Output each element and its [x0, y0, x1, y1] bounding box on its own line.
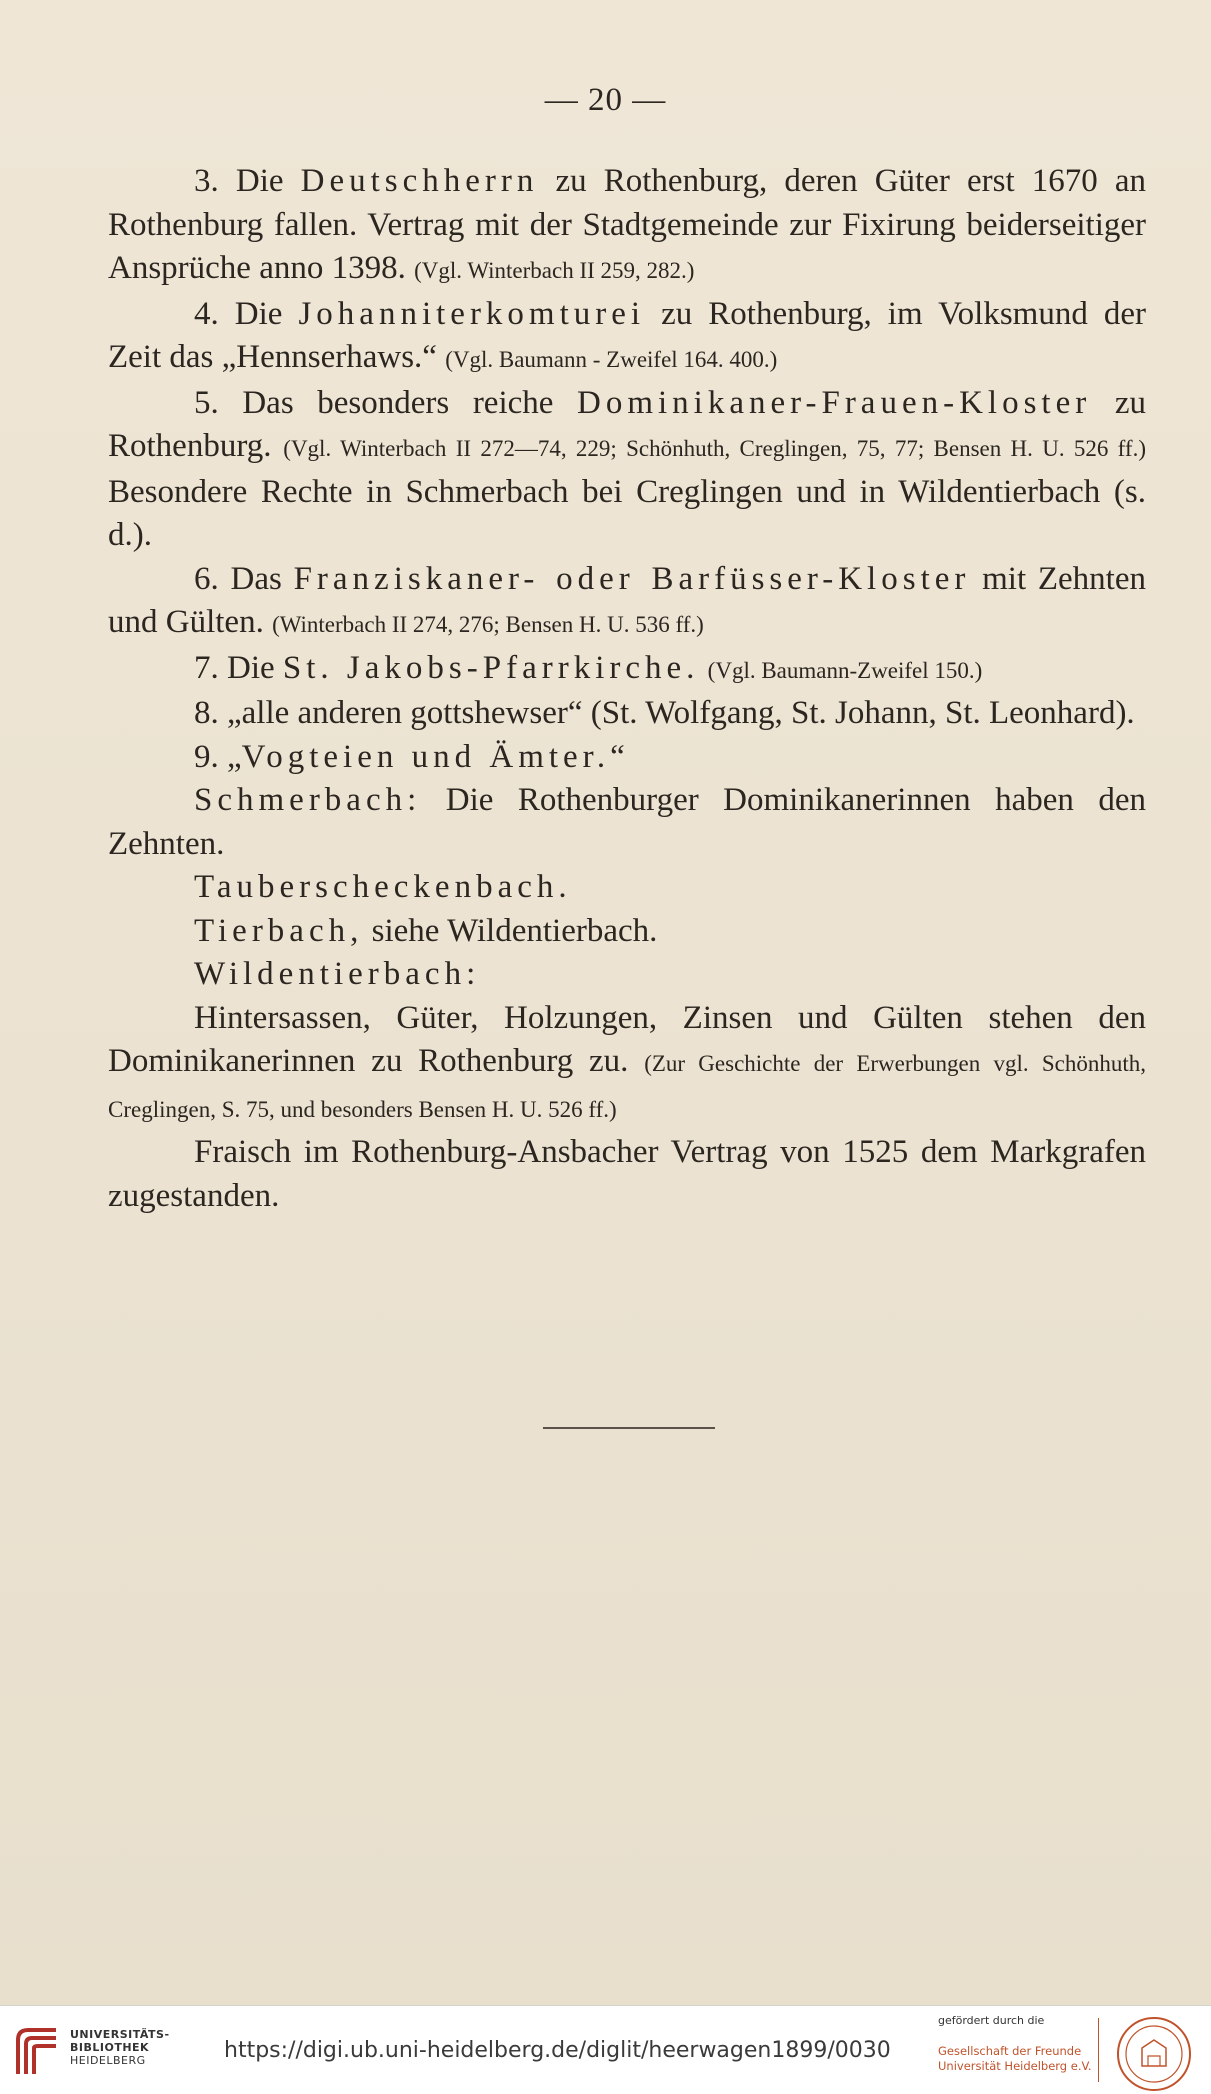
- text-run: siehe Wildentierbach.: [363, 912, 658, 949]
- text-run: 5. Das besonders reiche: [194, 384, 578, 421]
- library-name-line2: BIBLIOTHEK: [70, 2041, 150, 2054]
- text-run: Hintersassen, Güter, Holzungen, Zinsen und Gülten stehen den Dominikanerinnen zu Rothenburg zu.: [108, 999, 1146, 1079]
- text-run: mit Zehnten und Gülten.: [108, 560, 1146, 640]
- sponsor-line1: Gesellschaft der Freunde: [938, 2044, 1082, 2058]
- text-run: zu Rothenburg.: [108, 384, 1146, 464]
- text-run: [699, 650, 707, 686]
- paragraph: [108, 1131, 1146, 1218]
- text-run: 6. Das: [194, 560, 294, 597]
- citation: (Zur Geschichte der Erwerbungen vgl. Schönhuth, Creglingen, S. 75, und besonders Bensen H. U. 526 ff.): [108, 1051, 1146, 1122]
- library-name-line3: HEIDELBERG: [70, 2054, 146, 2067]
- text-run: 8. „alle anderen gottshewser“ (St. Wolfgang, St. Johann, St. Leonhard).: [194, 695, 1135, 731]
- university-library-logo-icon: [12, 2024, 62, 2080]
- body-text: [108, 160, 1146, 1218]
- university-seal-icon: [1114, 2014, 1194, 2094]
- end-rule: [543, 1427, 715, 1429]
- text-run: 9. „: [194, 738, 242, 775]
- paragraph: [108, 160, 1146, 293]
- paragraph: [108, 866, 1146, 910]
- text-run: 7. Die: [194, 649, 283, 686]
- paragraph: [108, 736, 1146, 780]
- citation: (Vgl. Baumann-Zweifel 150.): [707, 657, 983, 683]
- sponsor-caption: gefördert durch die: [938, 2014, 1045, 2027]
- viewer-footer: [0, 2005, 1211, 2094]
- spaced-term: Vogteien und Ämter.: [241, 738, 611, 775]
- sponsor-name: [938, 2044, 1092, 2074]
- spaced-term: Tauberscheckenbach.: [194, 869, 572, 905]
- paragraph: [108, 779, 1146, 866]
- spaced-term: Dominikaner-Frauen-Kloster: [577, 384, 1092, 421]
- library-name: [70, 2028, 170, 2067]
- paragraph: [108, 647, 1146, 693]
- sponsor-line2: Universität Heidelberg e.V.: [938, 2059, 1092, 2073]
- citation: (Vgl. Winterbach II 272—74, 229; Schönhuth, Creglingen, 75, 77; Bensen H. U. 526 ff.): [283, 436, 1146, 461]
- footer-divider: [1098, 2018, 1099, 2082]
- page-number: — 20 —: [544, 82, 667, 118]
- paragraph: [108, 692, 1146, 736]
- spaced-term: Franziskaner- oder Barfüsser-Kloster: [293, 560, 971, 597]
- text-run: 4. Die: [194, 295, 299, 332]
- text-run: 3. Die: [194, 163, 301, 199]
- paragraph: [108, 382, 1146, 558]
- citation: (Vgl. Baumann - Zweifel 164. 400.): [445, 347, 778, 372]
- text-run: Besondere Rechte in Schmerbach bei Creglingen und in Wildentierbach (s. d.).: [108, 473, 1146, 553]
- paragraph: [108, 293, 1146, 382]
- spaced-term: Tierbach,: [194, 912, 364, 949]
- paragraph: [108, 997, 1146, 1132]
- library-name-line1: UNIVERSITÄTS-: [70, 2028, 170, 2041]
- spaced-term: Schmerbach:: [194, 782, 422, 818]
- citation: (Vgl. Winterbach II 259, 282.): [414, 258, 695, 283]
- text-run: zu Rothenburg, im Volksmund der Zeit das „Hennserhaws.“: [108, 295, 1146, 375]
- spaced-term: St. Jakobs-Pfarrkirche.: [282, 649, 700, 686]
- text-run: zu Rothenburg, deren Güter erst 1670 an Rothenburg fallen. Vertrag mit der Stadtgemeinde zur Fixirung beiderseitiger Ansprüche anno 1398.: [108, 163, 1146, 286]
- paragraph: [108, 558, 1146, 647]
- citation: (Winterbach II 274, 276; Bensen H. U. 536 ff.): [272, 612, 704, 637]
- permalink-url[interactable]: https://digi.ub.uni-heidelberg.de/diglit/heerwagen1899/0030: [224, 2038, 891, 2063]
- text-run: “: [610, 738, 625, 775]
- text-run: Fraisch im Rothenburg-Ansbacher Vertrag von 1525 dem Markgrafen zugestanden.: [108, 1134, 1146, 1214]
- paragraph: [108, 910, 1146, 954]
- paragraph: [108, 953, 1146, 997]
- spaced-term: Johanniterkomturei: [298, 295, 646, 332]
- text-run: Die Rothenburger Dominikanerinnen haben den Zehnten.: [108, 782, 1146, 862]
- spaced-term: Deutschherrn: [300, 163, 539, 199]
- spaced-term: Wildentierbach:: [194, 956, 481, 992]
